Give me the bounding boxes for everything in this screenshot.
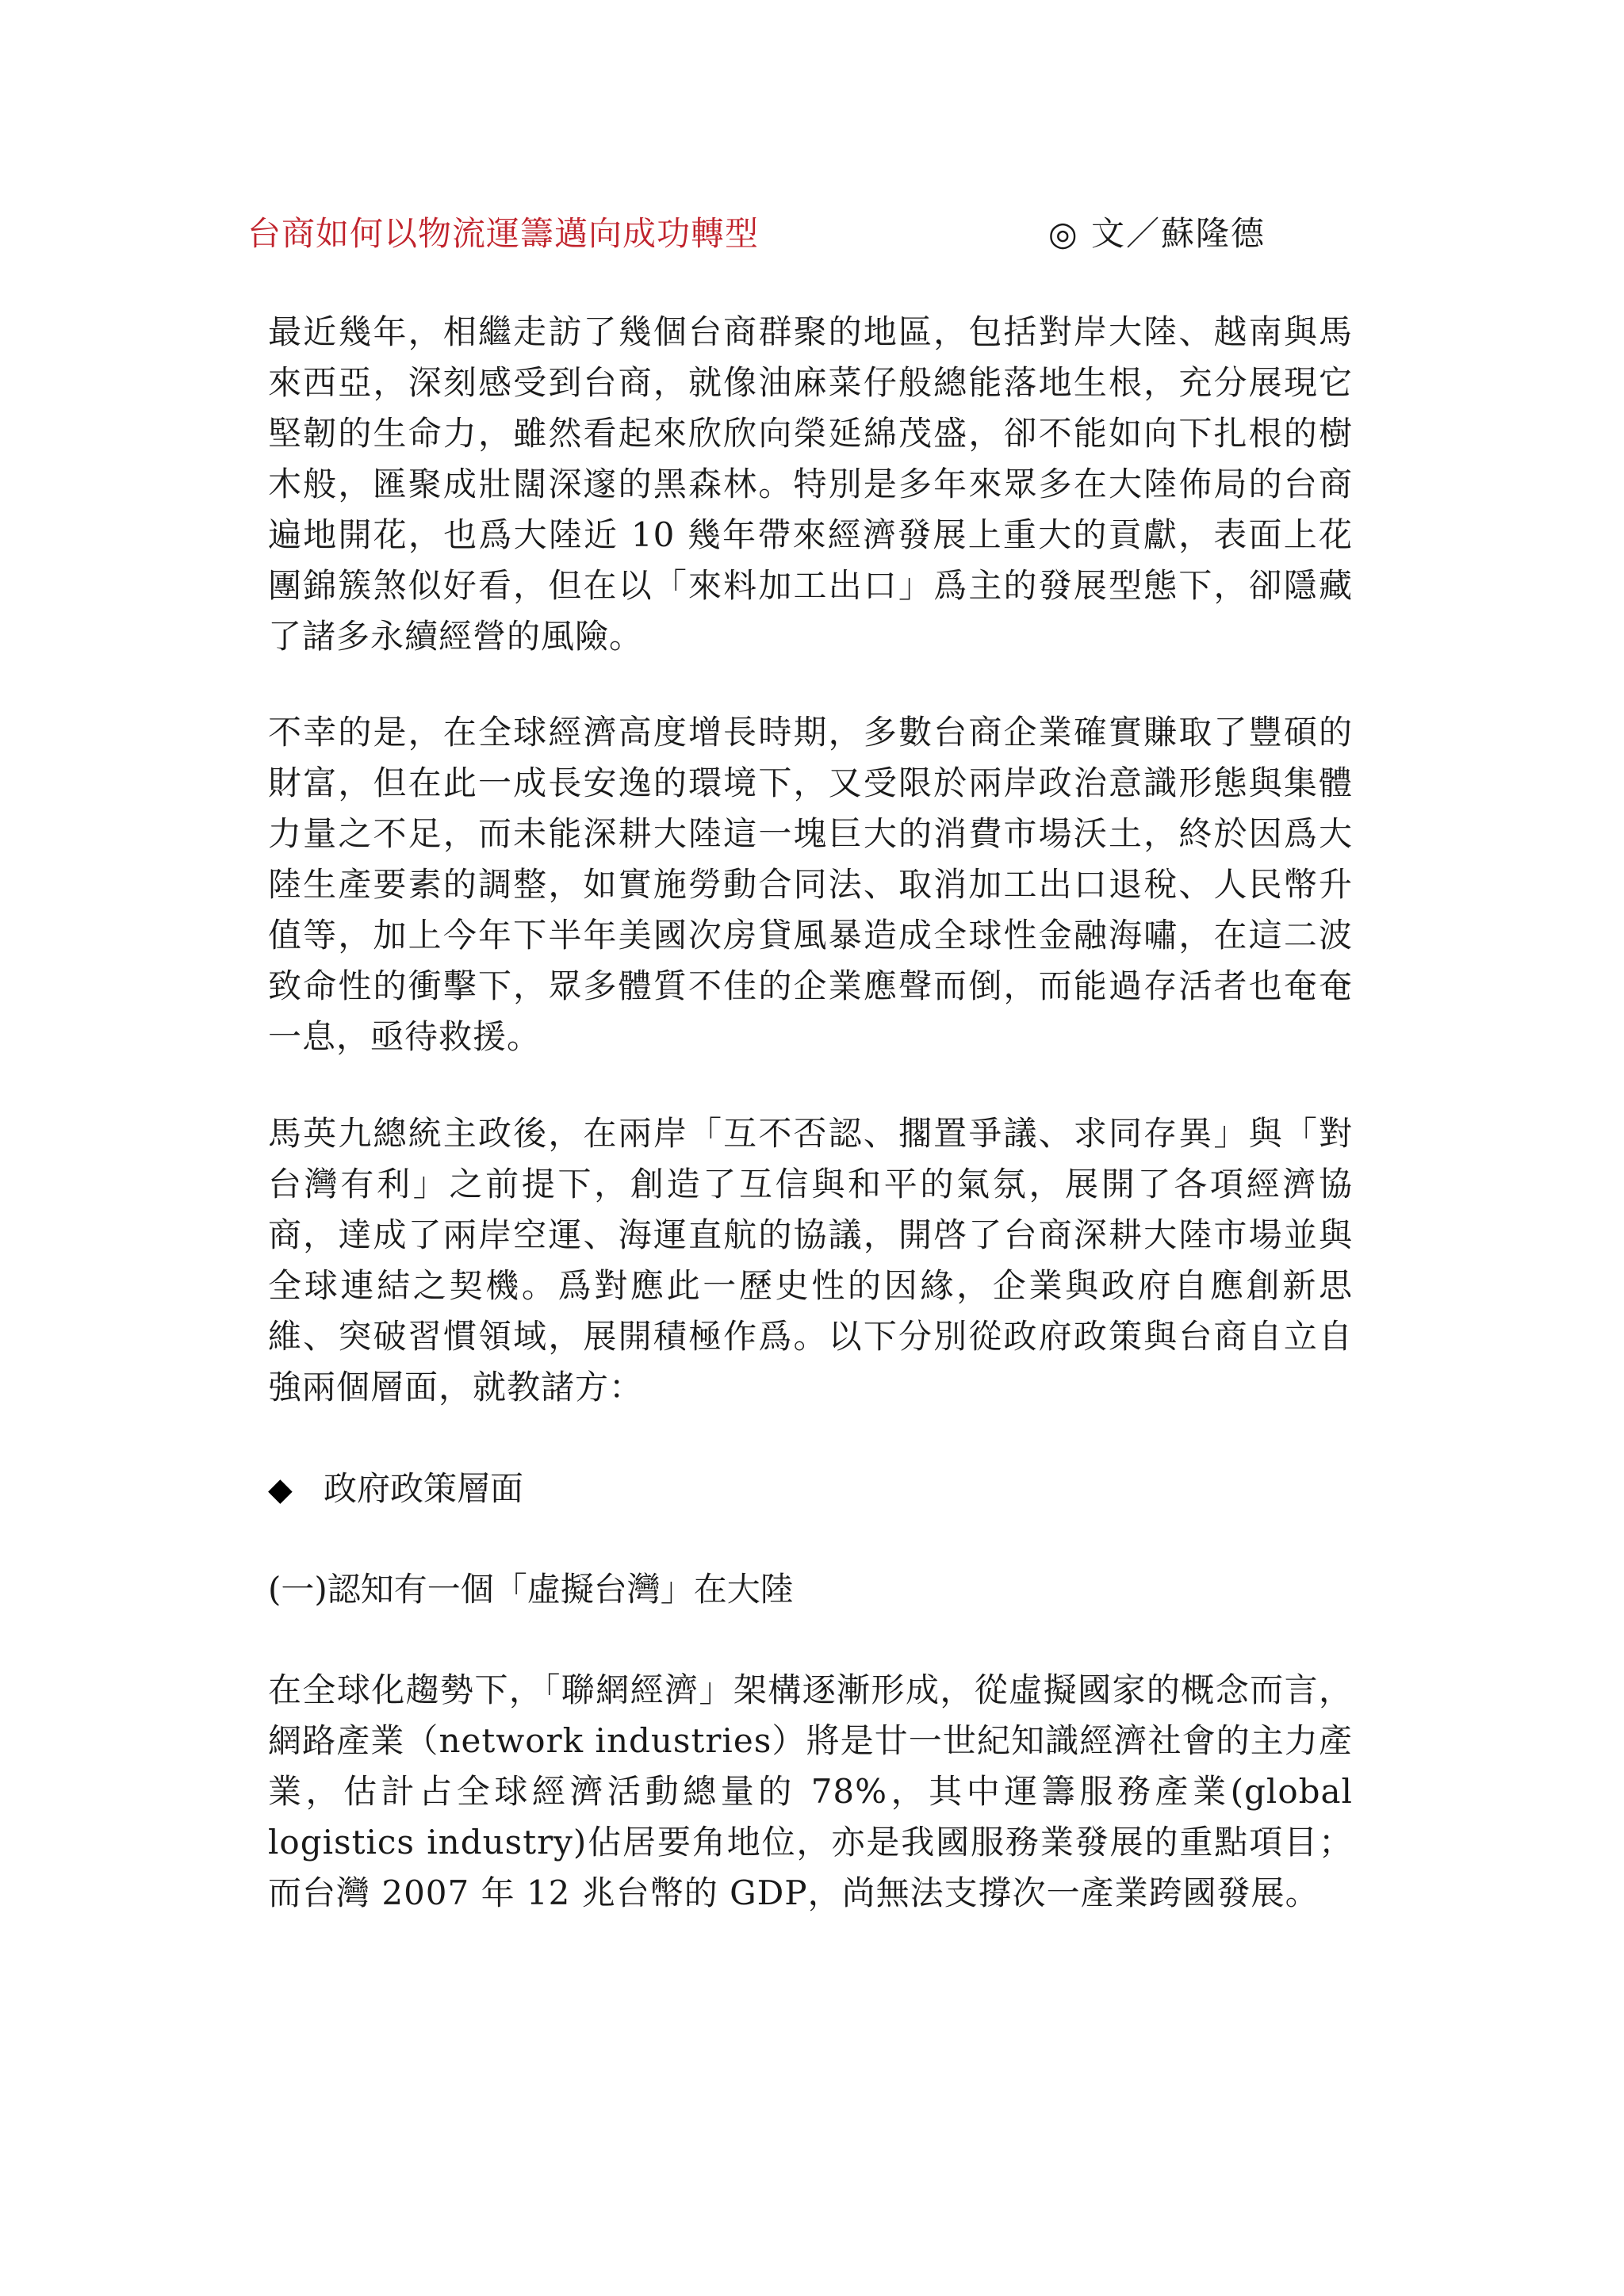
author-byline: ◎ 文／蘇隆德: [1048, 214, 1266, 253]
paragraph-4: 在全球化趨勢下，「聯網經濟」架構逐漸形成，從虛擬國家的概念而言，網路產業（network industries）將是廿一世紀知識經濟社會的主力產業，估計占全球經濟活動總量的 78%，其中運籌服務產業(global logistics industry)佔居要角地位，亦是我國服務業發展的重點項目；而台灣 2007 年 12 兆台幣的 GDP，尚無法支撐次一產業跨國發展。: [268, 1670, 1353, 1912]
section-heading-text: 政府政策層面: [324, 1469, 524, 1508]
section-heading: [268, 1464, 523, 1515]
article-title: 台商如何以物流運籌邁向成功轉型: [247, 214, 760, 253]
diamond-icon: ◆: [268, 1471, 293, 1508]
paragraph-2: 不幸的是，在全球經濟高度增長時期，多數台商企業確實賺取了豐碩的財富，但在此一成長安逸的環境下，又受限於兩岸政治意識形態與集體力量之不足，而未能深耕大陸這一塊巨大的消費市場沃土，終於因爲大陸生產要素的調整，如實施勞動合同法、取消加工出口退稅、人民幣升值等，加上今年下半年美國次房貸風暴造成全球性金融海嘯，在這二波致命性的衝擊下，眾多體質不佳的企業應聲而倒，而能過存活者也奄奄一息，亟待救援。: [268, 713, 1353, 1056]
paragraph-3: 馬英九總統主政後，在兩岸「互不否認、擱置爭議、求同存異」與「對台灣有利」之前提下，創造了互信與和平的氣氛，展開了各項經濟協商，達成了兩岸空運、海運直航的協議，開啓了台商深耕大陸市場並與全球連結之契機。爲對應此一歷史性的因緣，企業與政府自應創新思維、突破習慣領域，展開積極作爲。以下分別從政府政策與台商自立自強兩個層面，就教諸方：: [268, 1114, 1353, 1406]
paragraph-1: 最近幾年，相繼走訪了幾個台商群聚的地區，包括對岸大陸、越南與馬來西亞，深刻感受到台商，就像油麻菜仔般總能落地生根，充分展現它堅韌的生命力，雖然看起來欣欣向榮延綿茂盛，卻不能如向下扎根的樹木般，匯聚成壯闊深邃的黑森林。特別是多年來眾多在大陸佈局的台商遍地開花，也爲大陸近 10 幾年帶來經濟發展上重大的貢獻，表面上花團錦簇煞似好看，但在以「來料加工出口」爲主的發展型態下，卻隱藏了諸多永續經營的風險。: [268, 312, 1353, 656]
article-header: [247, 208, 1373, 263]
subsection-heading: (一)認知有一個「虛擬台灣」在大陸: [268, 1570, 794, 1609]
